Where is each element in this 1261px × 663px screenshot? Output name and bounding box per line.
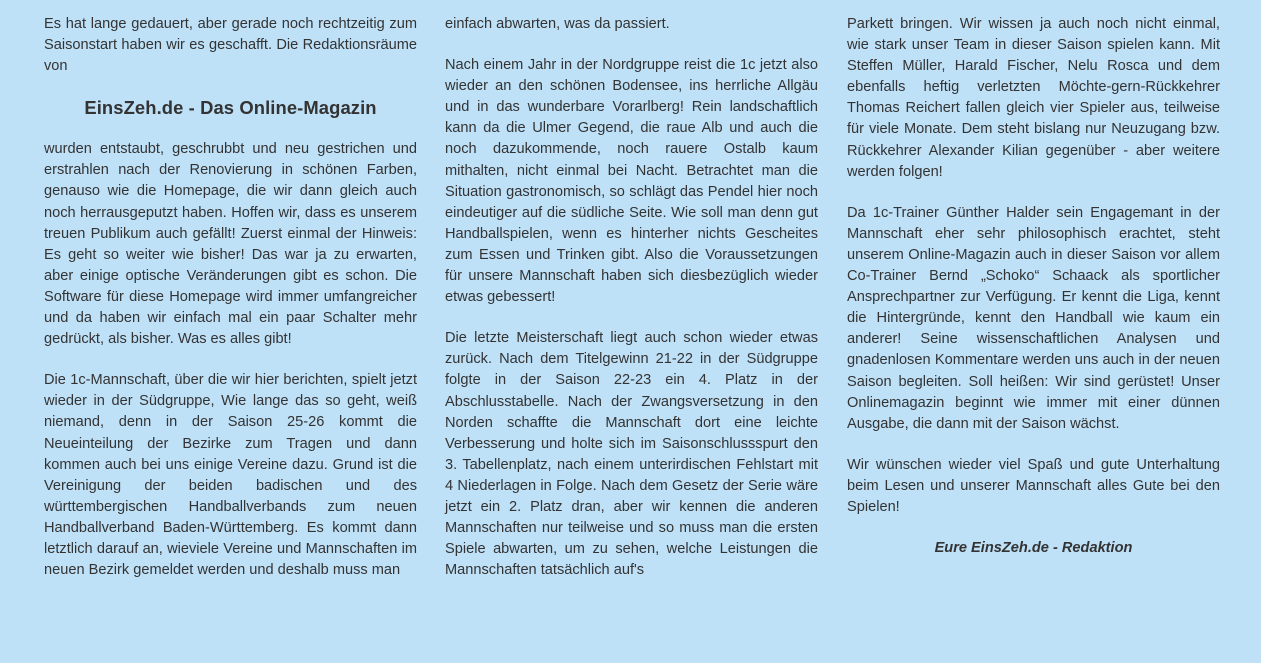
text-column-3 bbox=[847, 14, 1220, 559]
magazine-title-heading: EinsZeh.de - Das Online-Magazin bbox=[84, 97, 377, 119]
paragraph: Es hat lange gedauert, aber gerade noch rechtzeitig zum Saisonstart haben wir es geschafft. Die Redaktionsräume von bbox=[44, 16, 417, 75]
paragraph: Wir wünschen wieder viel Spaß und gute Unterhaltung beim Lesen und unserer Mannschaft alles Gute bei den Spielen! bbox=[847, 456, 1220, 515]
paragraph: Die letzte Meisterschaft liegt auch schon wieder etwas zurück. Nach dem Titelgewinn 21-22 in der Südgruppe folgte in der Saison 22-23 ein 4. Platz in der Abschlusstabelle. Nach der Zwangsversetzung in den Norden schaffte die Mannschaft dort eine leichte Verbesserung und holte sich im Saisonschlussspurt den 3. Tabellenplatz, nach einem unterirdischen Fehlstart mit 4 Niederlagen in Folge. Nach dem Gesetz der Serie wäre jetzt ein 2. Platz dran, aber wir kennen die anderen Mannschaften nur teilweise und so muss man die ersten Spiele abwarten, um zu sehen, welche Leistungen die Mannschaften tatsächlich auf's bbox=[445, 330, 818, 579]
three-column-layout bbox=[44, 14, 1220, 663]
paragraph: Nach einem Jahr in der Nordgruppe reist die 1c jetzt also wieder an den schönen Bodensee, ins herrliche Allgäu und in das wunderbare Vorarlberg! Rein landschaftlich kann da die Ulmer Gegend, die raue Alb und auch die noch dazukommende, noch rauere Ostalb kaum mithalten, nicht einmal bei Nacht. Betrachtet man die Situation gastronomisch, so schlägt das Pendel hier noch eindeutiger auf die südliche Seite. Wie soll man denn gut Handballspielen, wenn es hinterher nichts Gescheites zum Essen und Trinken gibt. Also die Voraussetzungen für unsere Mannschaft haben sich diesbezüglich wieder etwas gebessert! bbox=[445, 57, 818, 306]
paragraph: Die 1c-Mannschaft, über die wir hier berichten, spielt jetzt wieder in der Südgruppe, Wie lange das so geht, weiß niemand, denn in der Saison 25-26 kommt die Neueinteilung der Bezirke zum Tragen und dann kommen auch bei uns einige Vereine dazu. Grund ist die Vereinigung der beiden badischen und des württembergischen Handballverbands zum neuen Handballverband Baden-Württemberg. Es kommt dann letztlich darauf an, wieviele Vereine und Mannschaften im neuen Bezirk gemeldet werden und deshalb muss man bbox=[44, 372, 417, 579]
paragraph: wurden entstaubt, geschrubbt und neu gestrichen und erstrahlen nach der Renovierung in schönen Farben, genauso wie die Homepage, die wir dann gleich auch noch herrausgeputzt haben. Hoffen wir, dass es unserem treuen Publikum auch gefällt! Zuerst einmal der Hinweis: Es geht so weiter wie bisher! Das war ja zu erwarten, aber einige optische Veränderungen gibt es schon. Die Software für diese Homepage wird immer umfangreicher und da haben wir einfach mal ein paar Schalter mehr gedrückt, als bisher. Was es alles gibt! bbox=[44, 141, 417, 348]
paragraph: Parkett bringen. Wir wissen ja auch noch nicht einmal, wie stark unser Team in dieser Saison spielen kann. Mit Steffen Müller, Harald Fischer, Nelu Rosca und dem ebenfalls heftig verletzten Möchte-gern-Rückkehrer Thomas Reichert fallen gleich vier Spieler aus, teilweise für viele Monate. Dem steht bislang nur Neuzugang bzw. Rückkehrer Alexander Kilian gegenüber - aber weitere werden folgen! bbox=[847, 16, 1220, 180]
paragraph: einfach abwarten, was da passiert. bbox=[445, 16, 670, 32]
editorial-signature: Eure EinsZeh.de - Redaktion bbox=[934, 540, 1133, 557]
text-column-1 bbox=[44, 14, 417, 581]
paragraph: Da 1c-Trainer Günther Halder sein Engagemant in der Mannschaft eher sehr philosophisch erachtet, steht unserem Online-Magazin auch in dieser Saison vor allem Co-Trainer Bernd „Schoko“ Schaack als sportlicher Ansprechpartner zur Verfügung. Er kennt die Liga, kennt die Hintergründe, kennt den Handball wie kaum ein anderer! Seine wissenschaftlichen Analysen und gnadenlosen Kommentare werden uns auch in der neuen Saison begleiten. Soll heißen: Wir sind gerüstet! Unser Onlinemagazin beginnt wie immer mit einer dünnen Ausgabe, die dann mit der Saison wächst. bbox=[847, 204, 1220, 432]
text-column-2 bbox=[445, 14, 818, 581]
